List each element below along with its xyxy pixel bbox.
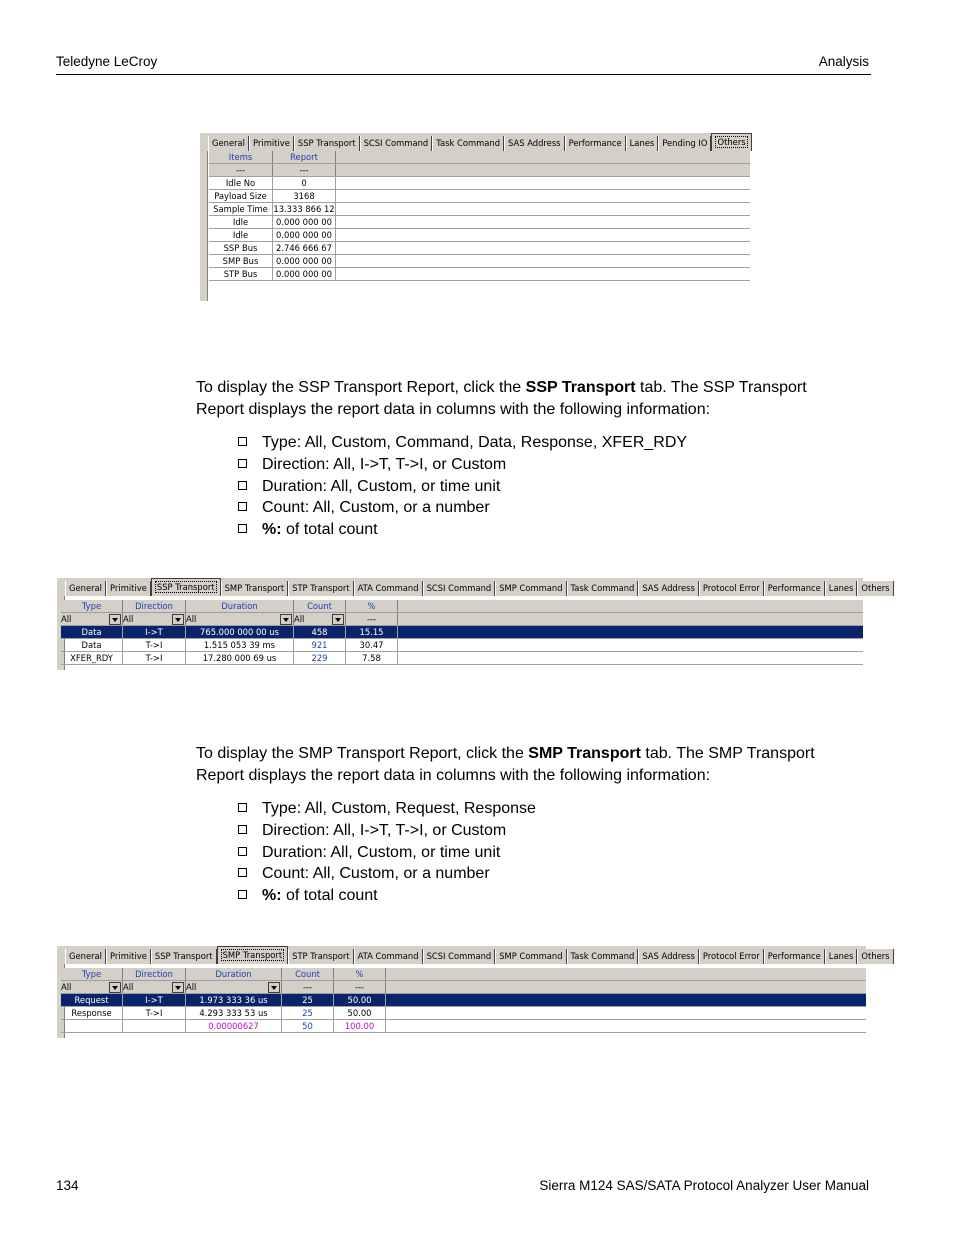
table-row[interactable] [209,203,750,216]
cell-type: Data [61,639,123,651]
list-item: Count: All, Custom, or a number [238,497,687,519]
total-: 100.00 [334,1020,386,1032]
dropdown-arrow-icon[interactable] [109,614,121,625]
tab-primitive[interactable] [106,581,151,596]
cell-count: 921 [294,639,346,651]
table-row[interactable] [61,994,866,1007]
tab-others[interactable] [711,133,751,151]
dropdown-arrow-icon[interactable] [109,982,121,993]
checkbox-bullet-icon [238,890,247,899]
cell-type: Response [61,1007,123,1019]
tab-label: Others [861,951,890,961]
table-row[interactable] [61,652,863,665]
column-header-row [209,151,750,164]
cell-items: Idle No [209,177,273,189]
tab-label: Performance [568,138,622,148]
checkbox-bullet-icon [238,868,247,877]
filter-duration[interactable] [186,613,294,625]
tab-scsi-command[interactable] [423,949,496,964]
tab-task-command[interactable] [567,581,639,596]
tab-smp-command[interactable] [495,581,566,596]
tab-sas-address[interactable] [638,581,699,596]
column-header-row [61,968,866,981]
cell-report: 3168 [273,190,336,202]
tab-label: Primitive [253,138,290,148]
cell-direction: T->I [123,639,186,651]
filter-duration[interactable] [186,981,282,993]
tab-label: Others [861,583,890,593]
tab-label: Performance [767,583,821,593]
table-row[interactable] [209,177,750,190]
tab-label: Lanes [828,951,854,961]
others-report-screenshot [200,133,750,301]
column-header-direction[interactable]: Direction [123,600,186,612]
tab-label: Pending IO [662,138,708,148]
tab-label: Lanes [828,583,854,593]
filter-type[interactable] [61,613,123,625]
table-row[interactable] [209,190,750,203]
list-item: Duration: All, Custom, or time unit [238,476,687,498]
total-count: 50 [282,1020,334,1032]
dropdown-arrow-icon[interactable] [268,982,280,993]
cell-direction: I->T [123,994,186,1006]
checkbox-bullet-icon [238,481,247,490]
list-item: %: of total count [238,519,687,541]
cell-: 30.47 [346,639,398,651]
dropdown-arrow-icon[interactable] [280,614,292,625]
tab-primitive[interactable] [106,949,151,964]
list-item: Direction: All, I->T, T->I, or Custom [238,820,536,842]
tab-scsi-command[interactable] [423,581,496,596]
cell-report: 0.000 000 00 [273,255,336,267]
tab-smp-transport[interactable] [221,581,289,596]
smp-report-screenshot [57,946,890,1038]
cell-: 50.00 [334,1007,386,1019]
others-report-grid [209,151,750,281]
tab-primitive[interactable] [249,136,294,151]
tab-protocol-error[interactable] [699,581,764,596]
tab-label: SCSI Command [426,951,492,961]
cell-type: XFER_RDY [61,652,123,664]
tab-label: SMP Transport [222,950,283,960]
ssp-bullet-list [238,432,687,541]
tab-sas-address[interactable] [638,949,699,964]
cell-direction: T->I [123,1007,186,1019]
tab-ssp-transport[interactable] [294,136,360,151]
column-header-items[interactable]: Items [209,151,273,163]
dropdown-arrow-icon[interactable] [332,614,344,625]
table-row[interactable] [61,639,863,652]
tab-label: SCSI Command [426,583,492,593]
row-header-strip [200,151,208,301]
cell-: 15.15 [346,626,398,638]
filter-value: All [123,614,134,624]
table-row[interactable] [209,255,750,268]
checkbox-bullet-icon [238,803,247,812]
column-header-count[interactable]: Count [282,968,334,980]
column-header-report[interactable]: Report [273,151,336,163]
filter-value: --- [354,982,365,992]
tab-performance[interactable] [565,136,626,151]
cell-count: 25 [282,1007,334,1019]
cell-count: 458 [294,626,346,638]
column-header-duration[interactable]: Duration [186,968,282,980]
filter-count[interactable] [294,613,346,625]
cell-count: 25 [282,994,334,1006]
ssp-report-screenshot [57,578,890,670]
tab-label: SMP Command [499,583,563,593]
cell-direction: I->T [123,626,186,638]
tab-label: Task Command [570,951,635,961]
tab-sas-address[interactable] [504,136,565,151]
tab-label: SAS Address [508,138,561,148]
filter-row [61,613,863,626]
tab-ssp-transport[interactable] [151,949,217,964]
column-header-row [61,600,863,613]
list-item: Direction: All, I->T, T->I, or Custom [238,454,687,476]
list-item: Type: All, Custom, Request, Response [238,798,536,820]
tab-label: SMP Transport [224,583,285,593]
filter- [334,981,386,993]
cell-duration: 4.293 333 53 us [186,1007,282,1019]
tab-label: SSP Transport [156,582,215,592]
tab-ata-command[interactable] [354,581,423,596]
cell-report: 13.333 866 12 [273,204,335,214]
page-number: 134 [56,1178,79,1193]
running-footer-title: Sierra M124 SAS/SATA Protocol Analyzer User Manual [539,1178,869,1193]
table-row[interactable] [209,268,750,281]
cell-type: Data [61,626,123,638]
checkbox-bullet-icon [238,502,247,511]
tab-label: SSP Transport [297,138,356,148]
tab-label: SSP Transport [154,951,213,961]
column-header-direction[interactable]: Direction [123,968,186,980]
running-header-left: Teledyne LeCroy [56,54,158,69]
cell-duration: 1.515 053 39 ms [186,639,294,651]
tab-task-command[interactable] [567,949,639,964]
filter- [346,613,398,625]
cell-items: Idle [209,216,273,228]
filter-row [61,981,866,994]
tab-label: STP Transport [292,583,350,593]
checkbox-bullet-icon [238,847,247,856]
filter-report [273,164,336,176]
cell-report: 0.000 000 00 [273,268,336,280]
totals-row [61,1020,866,1033]
tab-performance[interactable] [764,581,825,596]
cell-items: Sample Time [209,203,273,215]
column-header-count[interactable]: Count [294,600,346,612]
tab-label: Lanes [629,138,655,148]
tab-label: SAS Address [642,951,695,961]
filter-type[interactable] [61,981,123,993]
tab-label: STP Transport [292,951,350,961]
tab-label: SAS Address [642,583,695,593]
tab-general[interactable] [65,581,106,596]
tab-label: SCSI Command [363,138,429,148]
filter-direction[interactable] [123,981,186,993]
ssp-report-tabs [57,578,890,596]
tab-scsi-command[interactable] [360,136,433,151]
tab-stp-transport[interactable] [288,949,353,964]
ssp-intro-paragraph: To display the SSP Transport Report, click the SSP Transport tab. The SSP Transport Report displays the report data in columns with the following information: [196,379,807,418]
cell-report: 0 [273,177,336,189]
filter-value: All [61,982,72,992]
cell-items: SMP Bus [209,255,273,267]
tab-task-command[interactable] [432,136,504,151]
list-item: %: of total count [238,885,536,907]
column-header-[interactable]: % [334,968,386,980]
filter-value: --- [299,165,309,175]
table-row[interactable] [209,216,750,229]
total-type [61,1020,123,1032]
filter-direction[interactable] [123,613,186,625]
checkbox-bullet-icon [238,825,247,834]
tab-label: General [69,583,103,593]
cell-report: 2.746 666 67 [273,242,336,254]
tab-label: Protocol Error [702,951,760,961]
tab-label: Others [717,137,746,147]
table-row[interactable] [61,1007,866,1020]
smp-report-grid [61,968,866,1033]
filter-value: --- [366,614,377,624]
cell-items: Idle [209,229,273,241]
cell-direction: T->I [123,652,186,664]
tab-performance[interactable] [764,949,825,964]
tab-lanes[interactable] [825,581,858,596]
filter-value: --- [235,165,246,175]
table-row[interactable] [209,242,750,255]
table-row[interactable] [61,626,863,639]
dropdown-arrow-icon[interactable] [172,982,184,993]
cell-report: 0.000 000 00 [273,229,336,241]
ssp-report-grid [61,600,863,665]
tab-lanes[interactable] [626,136,659,151]
checkbox-bullet-icon [238,524,247,533]
total-direction [123,1020,186,1032]
cell-duration: 765.000 000 00 us [186,626,294,638]
tab-label: ATA Command [357,583,419,593]
column-header-duration[interactable]: Duration [186,600,294,612]
column-header-type[interactable]: Type [61,600,123,612]
cell-type: Request [61,994,123,1006]
cell-: 7.58 [346,652,398,664]
cell-count: 229 [294,652,346,664]
tab-others[interactable] [857,949,893,964]
filter-items [209,164,273,176]
filter-value: All [294,614,305,624]
tab-label: ATA Command [357,951,419,961]
tab-smp-transport[interactable] [217,946,289,964]
tab-label: Task Command [436,138,501,148]
tab-label: Protocol Error [702,583,760,593]
dropdown-arrow-icon[interactable] [172,614,184,625]
filter-row [209,164,750,177]
cell-duration: 1.973 333 36 us [186,994,282,1006]
checkbox-bullet-icon [238,437,247,446]
smp-report-tabs [57,946,890,964]
tab-general[interactable] [65,949,106,964]
tab-stp-transport[interactable] [288,581,353,596]
cell-items: Payload Size [209,190,273,202]
column-header-[interactable]: % [346,600,398,612]
tab-others[interactable] [857,581,893,596]
cell-report: 0.000 000 00 [273,216,336,228]
tab-label: Primitive [110,951,147,961]
tab-protocol-error[interactable] [699,949,764,964]
tab-ata-command[interactable] [354,949,423,964]
total-duration: 0.00000627 [186,1020,282,1032]
smp-intro-paragraph: To display the SMP Transport Report, click the SMP Transport tab. The SMP Transport Report displays the report data in columns with the following information: [196,745,815,784]
tab-label: SMP Command [499,951,563,961]
column-header-type[interactable]: Type [61,968,123,980]
filter-value: All [186,982,197,992]
tab-ssp-transport[interactable] [151,578,221,596]
cell-duration: 17.280 000 69 us [186,652,294,664]
cell-items: SSP Bus [209,242,273,254]
tab-lanes[interactable] [825,949,858,964]
filter-value: All [123,982,134,992]
filter-count [282,981,334,993]
filter-value: All [61,614,72,624]
tab-label: Primitive [110,583,147,593]
cell-: 50.00 [334,994,386,1006]
filter-value: --- [302,982,313,992]
tab-general[interactable] [208,136,249,151]
tab-label: Performance [767,951,821,961]
others-report-tabs [200,133,750,151]
tab-smp-command[interactable] [495,949,566,964]
list-item: Duration: All, Custom, or time unit [238,842,536,864]
table-row[interactable] [209,229,750,242]
tab-pending-io[interactable] [658,136,711,151]
tab-label: General [212,138,246,148]
checkbox-bullet-icon [238,459,247,468]
tab-label: Task Command [570,583,635,593]
list-item: Count: All, Custom, or a number [238,863,536,885]
running-header-right: Analysis [818,54,869,69]
filter-value: All [186,614,197,624]
smp-bullet-list [238,798,536,907]
header-rule [56,74,871,75]
cell-items: STP Bus [209,268,273,280]
list-item: Type: All, Custom, Command, Data, Response, XFER_RDY [238,432,687,454]
tab-label: General [69,951,103,961]
